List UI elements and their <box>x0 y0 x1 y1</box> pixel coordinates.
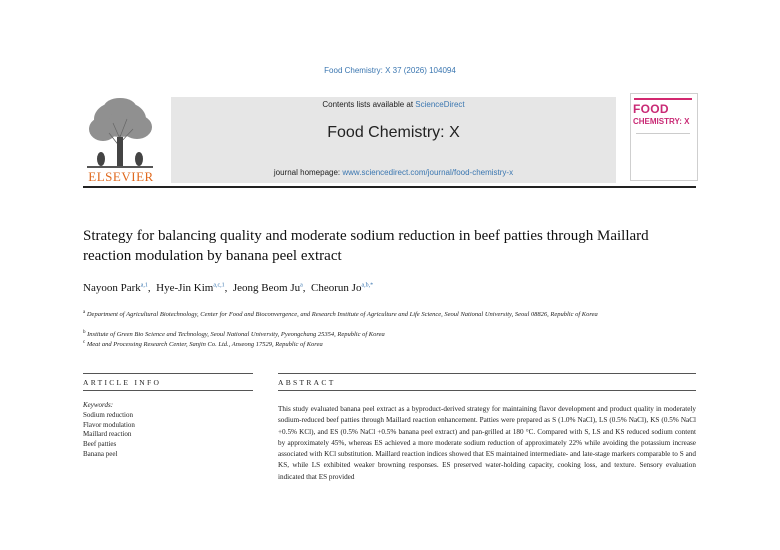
abstract-bottom-rule <box>278 390 696 391</box>
article-title: Strategy for balancing quality and moderate sodium reduction in beef patties through Maillard reaction modulation by banana peel extract <box>83 228 649 264</box>
keyword-item: Maillard reaction <box>83 430 132 439</box>
author-name[interactable]: Jeong Beom Ju <box>232 282 301 294</box>
article-info-bottom-rule <box>83 390 253 391</box>
cover-rule <box>636 133 690 134</box>
contents-prefix: Contents lists available at <box>322 100 416 109</box>
author-list: Nayoon Park$^{a,1}$, Hye-Jin Kim$^{a,c,1}$, Jeong Beom Ju$^a$, Cheorun $Jo^{a,b,*}$ <box>83 282 374 294</box>
abstract-text: This study evaluated banana peel extract as a byproduct-derived strategy for maintaining flavor development and product quality in moderately sodium-reduced beef patties through Maillard reaction enhancement. Patties were prepared as S (1.0% NaCl), LS (0.5% NaCl), KS (0.5% NaCl +0.5% KCl), and ES (0.5% NaCl +0.5% banana peel extract) and pan-grilled at 180 °C. Compared with S, LS and KS reduced sodium content by approximately 45%, whereas ES achieved a more moderate sodium reduction of approximately 22% while avoiding the potassium increase associated with KCl substitution. Maillard reaction indices showed that ES maintained intermediate- and late-stage markers comparable to S and KS, while LS exhibited weaker browning responses. ES preserved water-holding capacity, cooking loss, and texture. Sensory evaluation indicated that ES provided <box>278 405 696 481</box>
abstract-heading: ABSTRACT <box>278 378 336 387</box>
author-affiliation-mark[interactable]: a,c,1 <box>213 282 225 289</box>
author-affiliation-mark[interactable]: a,b,* <box>361 282 374 289</box>
keyword-item: Beef patties <box>83 440 117 449</box>
abstract-top-rule <box>278 373 696 374</box>
keyword-item: Flavor modulation <box>83 420 135 429</box>
author-name[interactable]: Nayoon Park <box>83 282 141 294</box>
affiliation-mark: a <box>83 310 86 315</box>
keywords-label: Keywords: <box>83 401 114 409</box>
affiliation-mark: c <box>83 340 86 345</box>
keywords-list <box>83 411 135 460</box>
author-affiliation-mark[interactable]: a <box>300 282 303 289</box>
sciencedirect-link[interactable]: ScienceDirect <box>415 100 465 109</box>
header-rule <box>83 186 696 188</box>
cover-accent-bar <box>634 98 692 100</box>
contents-line <box>171 100 616 109</box>
article-info-heading: ARTICLE INFO <box>83 378 162 387</box>
affiliation-mark: b <box>83 330 86 335</box>
article-info-top-rule <box>83 373 253 374</box>
author-name[interactable]: Hye-Jin Kim <box>156 282 214 294</box>
affiliation-text: Meat and Processing Research Center, Sanjin Co. Ltd., Anseong 17529, Republic of Korea <box>86 341 323 349</box>
affiliation-c <box>83 338 683 349</box>
publisher-wordmark: ELSEVIER <box>88 169 154 184</box>
affiliation-text: Institute of Green Bio Science and Technology, Seoul National University, Pyeongchang 25354, Republic of Korea <box>87 331 385 339</box>
keyword-item: Sodium reduction <box>83 411 133 419</box>
homepage-prefix: journal homepage: <box>273 168 343 177</box>
author-name[interactable]: Cheorun Jo <box>311 282 362 294</box>
homepage-line <box>171 168 616 177</box>
journal-citation[interactable]: Food Chemistry: X 37 (2026) 104094 <box>324 66 456 75</box>
cover-title-food: FOOD <box>633 102 669 116</box>
journal-title: Food Chemistry: X <box>327 124 460 141</box>
keyword-item: Banana peel <box>83 449 118 458</box>
affiliation-text: Department of Agricultural Biotechnology, Center for Food and Bioconvergence, and Research Institute of Agriculture and Life Science, Seoul National University, Seoul 08826, Republic of Korea <box>86 311 598 319</box>
cover-title-chemistry: CHEMISTRY: X <box>633 117 690 126</box>
author-affiliation-mark[interactable]: a,1 <box>140 282 148 289</box>
homepage-link[interactable]: www.sciencedirect.com/journal/food-chemistry-x <box>342 168 514 177</box>
affiliation-a <box>83 308 683 319</box>
